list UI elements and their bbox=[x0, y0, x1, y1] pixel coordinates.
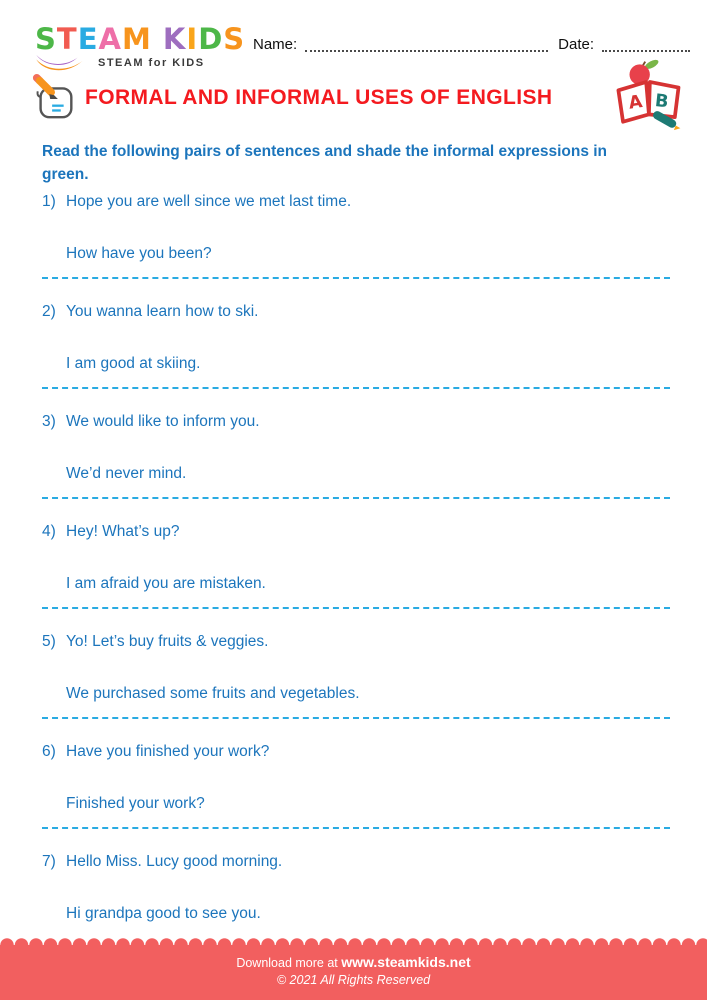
page-title: FORMAL AND INFORMAL USES OF ENGLISH bbox=[85, 86, 553, 109]
separator-line bbox=[42, 607, 670, 609]
item-number: 7) bbox=[42, 853, 56, 870]
instructions bbox=[42, 140, 670, 186]
sentence-text: Hello Miss. Lucy good morning. bbox=[66, 853, 283, 870]
formal-sentence bbox=[42, 193, 670, 210]
sentence-text: You wanna learn how to ski. bbox=[66, 303, 259, 320]
name-fill-line[interactable] bbox=[305, 38, 548, 52]
sentence-pair-7 bbox=[42, 853, 670, 922]
informal-sentence[interactable]: Hi grandpa good to see you. bbox=[66, 905, 261, 922]
date-label: Date: bbox=[558, 36, 594, 53]
separator-line bbox=[42, 497, 670, 499]
copyright-text: © 2021 All Rights Reserved bbox=[276, 973, 431, 987]
svg-text:A: A bbox=[627, 92, 644, 114]
logo-tagline: STEAM for KIDS bbox=[98, 57, 205, 69]
separator-line bbox=[42, 277, 670, 279]
sentence-text: Hey! What’s up? bbox=[66, 523, 180, 540]
informal-sentence[interactable]: Finished your work? bbox=[66, 795, 205, 812]
sentence-pair-5 bbox=[42, 633, 670, 719]
download-text: Download more at bbox=[236, 956, 338, 970]
item-number: 3) bbox=[42, 413, 56, 430]
informal-sentence[interactable]: How have you been? bbox=[66, 245, 212, 262]
separator-line bbox=[42, 387, 670, 389]
item-number: 2) bbox=[42, 303, 56, 320]
formal-sentence bbox=[42, 853, 670, 870]
formal-sentence bbox=[42, 743, 670, 760]
sentence-pair-2 bbox=[42, 303, 670, 389]
sentence-text: We would like to inform you. bbox=[66, 413, 260, 430]
steam-kids-logo bbox=[35, 22, 245, 72]
scallop-border bbox=[0, 938, 707, 945]
sentence-pair-3 bbox=[42, 413, 670, 499]
pencil-scroll-icon bbox=[31, 74, 79, 122]
name-date-row bbox=[253, 36, 690, 54]
formal-sentence bbox=[42, 633, 670, 650]
logo-wordmark: STEAM KIDS bbox=[35, 22, 246, 56]
formal-sentence bbox=[42, 523, 670, 540]
formal-sentence bbox=[42, 413, 670, 430]
sentence-text: Yo! Let’s buy fruits & veggies. bbox=[66, 633, 269, 650]
footer bbox=[0, 945, 707, 1000]
instructions-line1: Read the following pairs of sentences and shade the informal expressions in bbox=[42, 143, 608, 160]
item-number: 6) bbox=[42, 743, 56, 760]
separator-line bbox=[42, 717, 670, 719]
sentence-text: Have you finished your work? bbox=[66, 743, 270, 760]
sentence-pair-1 bbox=[42, 193, 670, 279]
footer-download-line bbox=[0, 945, 707, 970]
website-link[interactable]: www.steamkids.net bbox=[341, 954, 471, 970]
instructions-line2: green. bbox=[42, 166, 89, 183]
item-number: 5) bbox=[42, 633, 56, 650]
swoosh-icon bbox=[35, 52, 93, 72]
abc-book-icon bbox=[611, 56, 685, 132]
separator-line bbox=[42, 827, 670, 829]
informal-sentence[interactable]: We’d never mind. bbox=[66, 465, 187, 482]
title-row bbox=[31, 74, 552, 122]
informal-sentence[interactable]: I am good at skiing. bbox=[66, 355, 201, 372]
sentence-pair-4 bbox=[42, 523, 670, 609]
worksheet-body bbox=[42, 140, 670, 937]
sentence-text: Hope you are well since we met last time. bbox=[66, 193, 352, 210]
sentence-pair-6 bbox=[42, 743, 670, 829]
informal-sentence[interactable]: We purchased some fruits and vegetables. bbox=[66, 685, 360, 702]
svg-text:B: B bbox=[653, 91, 670, 113]
informal-sentence[interactable]: I am afraid you are mistaken. bbox=[66, 575, 266, 592]
item-number: 1) bbox=[42, 193, 56, 210]
date-fill-line[interactable] bbox=[602, 38, 690, 52]
name-label: Name: bbox=[253, 36, 298, 53]
formal-sentence bbox=[42, 303, 670, 320]
item-number: 4) bbox=[42, 523, 56, 540]
